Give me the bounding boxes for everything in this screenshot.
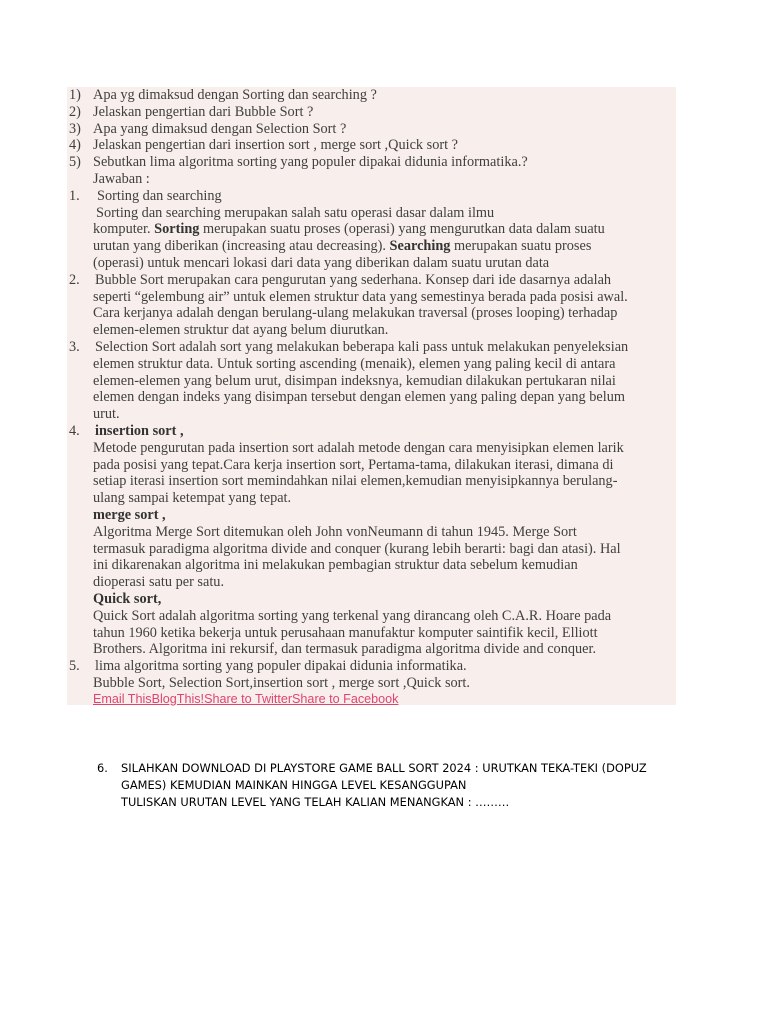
question-5: 5) Sebutkan lima algoritma sorting yang populer dipakai didunia informatika.? bbox=[69, 154, 528, 171]
answer-1-line: Sorting dan searching merupakan salah satu operasi dasar dalam ilmu bbox=[96, 204, 495, 221]
question-6-line: TULISKAN URUTAN LEVEL YANG TELAH KALIAN MENANGKAN : ……… bbox=[121, 795, 510, 809]
share-links bbox=[69, 692, 675, 707]
answer-1 bbox=[69, 188, 675, 272]
question-6-line: GAMES) KEMUDIAN MAINKAN HINGGA LEVEL KESANGGUPAN bbox=[121, 778, 467, 792]
answer-4-number: 4. bbox=[69, 422, 80, 439]
quick-sort-heading: Quick sort, bbox=[93, 590, 162, 607]
blogthis-link[interactable]: BlogThis! bbox=[151, 691, 205, 706]
jawaban-label: Jawaban : bbox=[93, 170, 150, 187]
answer-1-line: urutan yang diberikan (increasing atau decreasing). Searching merupakan suatu proses bbox=[93, 238, 592, 255]
question-6-line: SILAHKAN DOWNLOAD DI PLAYSTORE GAME BALL SORT 2024 : URUTKAN TEKA-TEKI (DOPUZ bbox=[121, 761, 647, 775]
answer-1-number: 1. bbox=[69, 187, 80, 204]
question-list bbox=[69, 87, 675, 171]
email-this-link[interactable]: Email This bbox=[93, 691, 152, 706]
merge-sort-heading: merge sort , bbox=[93, 506, 166, 523]
answer-5: 5. lima algoritma sorting yang populer dipakai didunia informatika. Bubble Sort, Selection Sort,insertion sort , merge sort ,Quick sort. bbox=[69, 658, 470, 691]
share-facebook-link[interactable]: Share to Facebook bbox=[292, 691, 399, 706]
answer-3-number: 3. bbox=[69, 338, 80, 355]
share-twitter-link[interactable]: Share to Twitter bbox=[204, 691, 293, 706]
question-6 bbox=[97, 760, 647, 811]
document-body bbox=[69, 87, 675, 707]
answer-1-line: komputer. Sorting merupakan suatu proses (operasi) yang mengurutkan data dalam suatu bbox=[93, 221, 605, 238]
answer-3: 3. Selection Sort adalah sort yang melakukan beberapa kali pass untuk melakukan penyeleksian elemen struktur data. Untuk sorting ascending (menaik), elemen yang paling kecil di antara elemen-elemen yang belum urut, disimpan indeksnya, kemudian dilakukan pertukaran nilai elemen dengan indeks yang disimpan tersebut dengan elemen yang paling depan yang belum urut. bbox=[69, 338, 629, 423]
answer-2-number: 2. bbox=[69, 271, 80, 288]
insertion-sort-heading: insertion sort , bbox=[95, 422, 184, 439]
question-3: 3) Apa yang dimaksud dengan Selection Sort ? bbox=[69, 120, 347, 137]
question-1: 1) Apa yg dimaksud dengan Sorting dan searching ? bbox=[69, 87, 377, 103]
answer-1-line: (operasi) untuk mencari lokasi dari data yang diberikan dalam suatu urutan data bbox=[93, 254, 550, 271]
question-4: 4) Jelaskan pengertian dari insertion sort , merge sort ,Quick sort ? bbox=[69, 137, 459, 154]
answer-5-number: 5. bbox=[69, 658, 80, 675]
answer-2: 2. Bubble Sort merupakan cara pengurutan yang sederhana. Konsep dari ide dasarnya adalah seperti “gelembung air” untuk elemen struktur data yang semestinya berada pada posisi awal. Cara kerjanya adalah dengan berulang-ulang melakukan traversal (proses looping) terhadap elemen-elemen struktur dat ayang belum diurutkan. bbox=[69, 271, 628, 339]
answer-1-heading: Sorting dan searching bbox=[97, 187, 222, 204]
answer-4: 4. insertion sort , Metode pengurutan pada insertion sort adalah metode dengan cara menyisipkan elemen larik pada posisi yang tepat.Cara kerja insertion sort, Pertama-tama, dilakukan iterasi, dimana di setiap iterasi insertion sort memindahkan nilai elemen,kemudian menyisipkannya berulang- ulang sampai ketempat yang tepat. merge sort , Algoritma Merge Sort ditemukan oleh John vonNeumann di tahun 1945. Merge Sort termasuk paradigma algoritma divide and conquer (kurang lebih berarti: bagi dan atasi). Hal ini dikarenakan algoritma ini melakukan pembagian struktur data sebelum kemudian dioperasi satu per satu. Quick sort, Quick Sort adalah algoritma sorting yang terkenal yang dirancang oleh C.A.R. Hoare pada tahun 1960 ketika bekerja untuk perusahaan manufaktur komputer saintifik kecil, Elliott Brothers. Algoritma ini rekursif, dan termasuk paradigma algoritma divide and conquer. bbox=[69, 423, 675, 658]
question-2: 2) Jelaskan pengertian dari Bubble Sort ? bbox=[69, 103, 314, 120]
question-6-number: 6. bbox=[97, 761, 108, 775]
